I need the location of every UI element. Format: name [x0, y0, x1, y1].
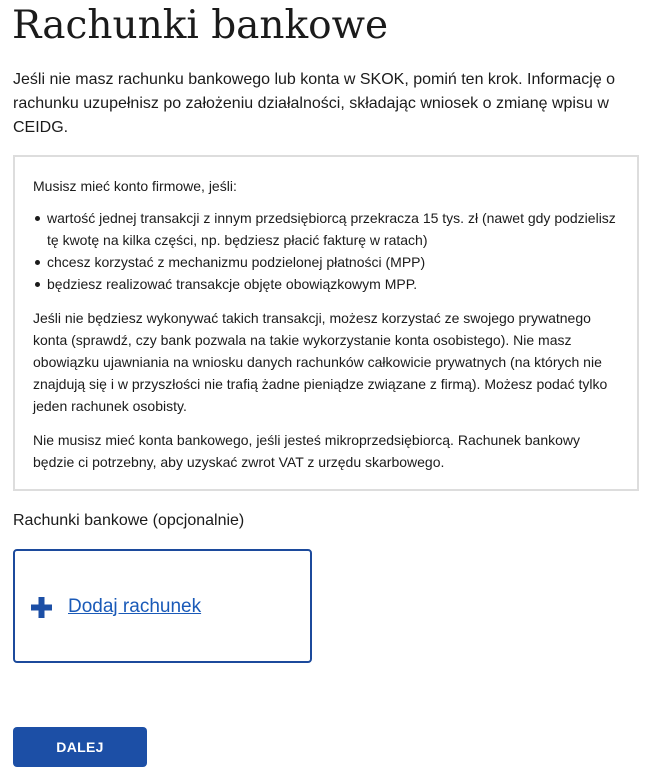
- info-paragraph-micro-business: Nie musisz mieć konta bankowego, jeśli jesteś mikroprzedsiębiorcą. Rachunek bankowy będzie ci potrzebny, aby uzyskać zwrot VAT z urzędu skarbowego.: [33, 432, 581, 470]
- info-list-item: wartość jednej transakcji z innym przedsiębiorcą przekracza 15 tys. zł (nawet gdy podzielisz tę kwotę na kilka części, np. będziesz płacić fakturę w ratach): [33, 207, 619, 251]
- intro-text: Jeśli nie masz rachunku bankowego lub konta w SKOK, pomiń ten krok. Informację o rachunku uzupełnisz po założeniu działalności, składając wniosek o zmianę wpisu w CEIDG.: [13, 71, 616, 136]
- page-title: Rachunki bankowe: [12, 3, 389, 48]
- next-button[interactable]: DALEJ: [13, 727, 147, 767]
- info-paragraph-private-account: Jeśli nie będziesz wykonywać takich transakcji, możesz korzystać ze swojego prywatnego konta (sprawdź, czy bank pozwala na takie wykorzystanie konta osobistego). Nie masz obowiązku ujawniania na wniosku danych rachunków całkowicie prywatnych (na których nie znajdują się i w przyszłości nie trafią żadne pieniądze związane z firmą). Możesz podać tylko jeden rachunek osobisty.: [33, 310, 608, 414]
- add-account-link[interactable]: Dodaj rachunek: [68, 596, 202, 617]
- add-account-button[interactable]: [13, 549, 312, 663]
- plus-icon: [31, 597, 52, 618]
- info-list: [33, 207, 619, 295]
- info-list-item: będziesz realizować transakcje objęte obowiązkowym MPP.: [33, 273, 619, 295]
- bank-accounts-label: Rachunki bankowe (opcjonalnie): [13, 512, 245, 529]
- info-lead: Musisz mieć konto firmowe, jeśli:: [33, 178, 237, 194]
- info-box: [13, 155, 639, 491]
- info-list-item: chcesz korzystać z mechanizmu podzielonej płatności (MPP): [33, 251, 619, 273]
